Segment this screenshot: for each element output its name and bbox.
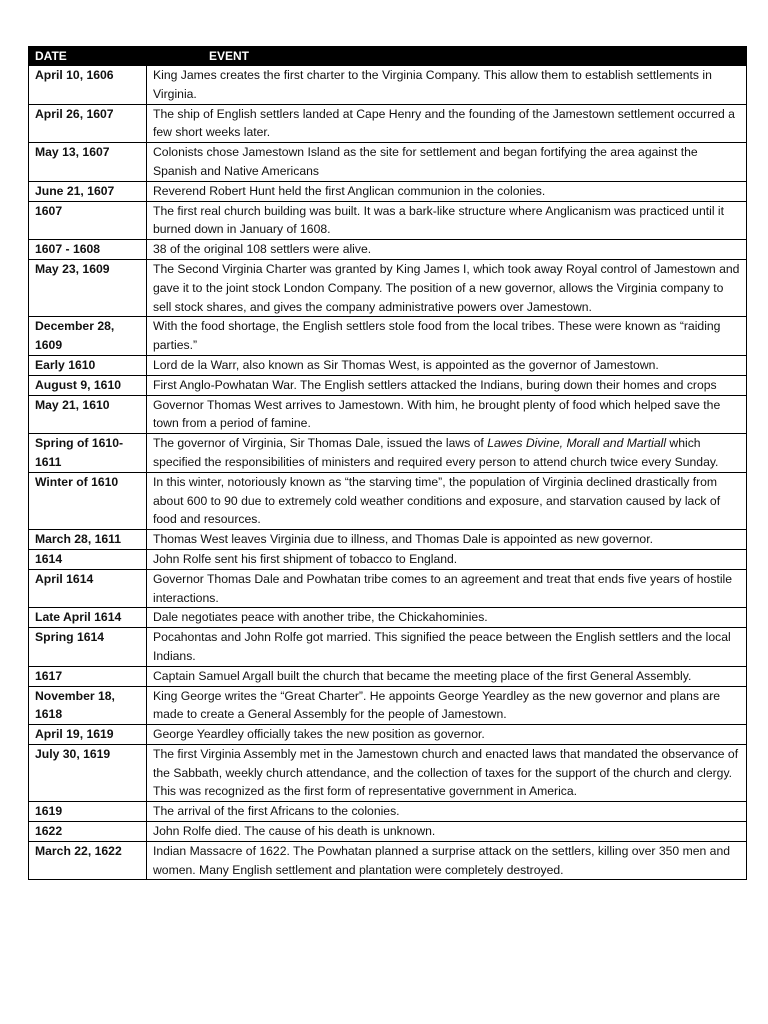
event-description: 38 of the original 108 settlers were alive. (147, 240, 747, 260)
table-row (29, 259, 747, 316)
event-description: Governor Thomas West arrives to Jamestown. With him, he brought plenty of food which helped save the town from a period of famine. (147, 395, 747, 434)
event-date: 1614 (29, 549, 147, 569)
table-row (29, 201, 747, 240)
event-description: George Yeardley officially takes the new position as governor. (147, 725, 747, 745)
event-description: Reverend Robert Hunt held the first Anglican communion in the colonies. (147, 181, 747, 201)
event-description: Thomas West leaves Virginia due to illness, and Thomas Dale is appointed as new governor. (147, 530, 747, 550)
event-date: April 26, 1607 (29, 104, 147, 143)
table-row (29, 472, 747, 529)
table-row (29, 355, 747, 375)
event-date: April 1614 (29, 569, 147, 608)
table-row (29, 317, 747, 356)
event-description: Dale negotiates peace with another tribe, the Chickahominies. (147, 608, 747, 628)
event-date: June 21, 1607 (29, 181, 147, 201)
event-description: Captain Samuel Argall built the church that became the meeting place of the first General Assembly. (147, 666, 747, 686)
table-row (29, 569, 747, 608)
table-row (29, 143, 747, 182)
table-header-row (29, 47, 747, 66)
event-description: John Rolfe sent his first shipment of tobacco to England. (147, 549, 747, 569)
event-date: March 28, 1611 (29, 530, 147, 550)
event-date: April 19, 1619 (29, 725, 147, 745)
event-description: John Rolfe died. The cause of his death is unknown. (147, 822, 747, 842)
event-description: Pocahontas and John Rolfe got married. This signified the peace between the English settlers and the local Indians. (147, 628, 747, 667)
table-row (29, 434, 747, 473)
timeline-rows (29, 66, 747, 880)
event-text: which specified the responsibilities of ministers and required every person to attend church twice every Sunday. (153, 436, 719, 469)
event-date: Spring of 1610-1611 (29, 434, 147, 473)
event-date: May 13, 1607 (29, 143, 147, 182)
date-column-header: DATE (29, 47, 147, 66)
table-row (29, 628, 747, 667)
table-row (29, 549, 747, 569)
table-row (29, 395, 747, 434)
event-description: King George writes the “Great Charter”. He appoints George Yeardley as the new governor and plans are made to create a General Assembly for the people of Jamestown. (147, 686, 747, 725)
event-date: 1607 - 1608 (29, 240, 147, 260)
event-description: The first real church building was built. It was a bark-like structure where Anglicanism was practiced until it burned down in January of 1608. (147, 201, 747, 240)
table-row (29, 802, 747, 822)
event-description: Lord de la Warr, also known as Sir Thomas West, is appointed as the governor of Jamestown. (147, 355, 747, 375)
event-description: Colonists chose Jamestown Island as the site for settlement and began fortifying the area against the Spanish and Native Americans (147, 143, 747, 182)
event-description: The first Virginia Assembly met in the Jamestown church and enacted laws that mandated the observance of the Sabbath, weekly church attendance, and the collection of taxes for the support of the church and clergy. This was recognized as the first form of representative government in America. (147, 744, 747, 801)
table-row (29, 181, 747, 201)
table-row (29, 608, 747, 628)
event-description: In this winter, notoriously known as “the starving time”, the population of Virginia declined drastically from about 600 to 90 due to extremely cold weather conditions and exposure, and starvation caused by lack of food and resources. (147, 472, 747, 529)
event-date: 1619 (29, 802, 147, 822)
table-row (29, 841, 747, 880)
event-description: First Anglo-Powhatan War. The English settlers attacked the Indians, buring down their homes and crops (147, 375, 747, 395)
event-description: King James creates the first charter to the Virginia Company. This allow them to establish settlements in Virginia. (147, 66, 747, 105)
event-date: December 28, 1609 (29, 317, 147, 356)
event-date: 1617 (29, 666, 147, 686)
table-row (29, 66, 747, 105)
event-date: Winter of 1610 (29, 472, 147, 529)
event-date: November 18, 1618 (29, 686, 147, 725)
table-row (29, 375, 747, 395)
event-date: 1607 (29, 201, 147, 240)
table-row (29, 822, 747, 842)
event-date: Late April 1614 (29, 608, 147, 628)
event-description: Governor Thomas Dale and Powhatan tribe comes to an agreement and treat that ends five years of hostile interactions. (147, 569, 747, 608)
event-date: Spring 1614 (29, 628, 147, 667)
table-row (29, 725, 747, 745)
event-description: With the food shortage, the English settlers stole food from the local tribes. These were known as “raiding parties.” (147, 317, 747, 356)
event-description (147, 434, 747, 473)
law-title: Lawes Divine, Morall and Martiall (487, 436, 667, 451)
event-description: The Second Virginia Charter was granted by King James I, which took away Royal control of Jamestown and gave it to the joint stock London Company. The position of a new governor, allows the Virginia company to sell stock shares, and gives the company administrative powers over Jamestown. (147, 259, 747, 316)
table-row (29, 104, 747, 143)
event-date: April 10, 1606 (29, 66, 147, 105)
event-date: July 30, 1619 (29, 744, 147, 801)
event-description: The arrival of the first Africans to the colonies. (147, 802, 747, 822)
event-date: May 21, 1610 (29, 395, 147, 434)
event-column-header: EVENT (147, 47, 747, 66)
event-description: The ship of English settlers landed at Cape Henry and the founding of the Jamestown settlement occurred a few short weeks later. (147, 104, 747, 143)
table-row (29, 744, 747, 801)
event-date: 1622 (29, 822, 147, 842)
event-date: March 22, 1622 (29, 841, 147, 880)
event-date: Early 1610 (29, 355, 147, 375)
event-date: May 23, 1609 (29, 259, 147, 316)
event-text: The governor of Virginia, Sir Thomas Dale, issued the laws of (153, 436, 488, 451)
table-row (29, 686, 747, 725)
event-description: Indian Massacre of 1622. The Powhatan planned a surprise attack on the settlers, killing over 350 men and women. Many English settlement and plantation were completely destroyed. (147, 841, 747, 880)
timeline-table (28, 46, 747, 880)
event-date: August 9, 1610 (29, 375, 147, 395)
table-row (29, 530, 747, 550)
table-row (29, 666, 747, 686)
table-row (29, 240, 747, 260)
